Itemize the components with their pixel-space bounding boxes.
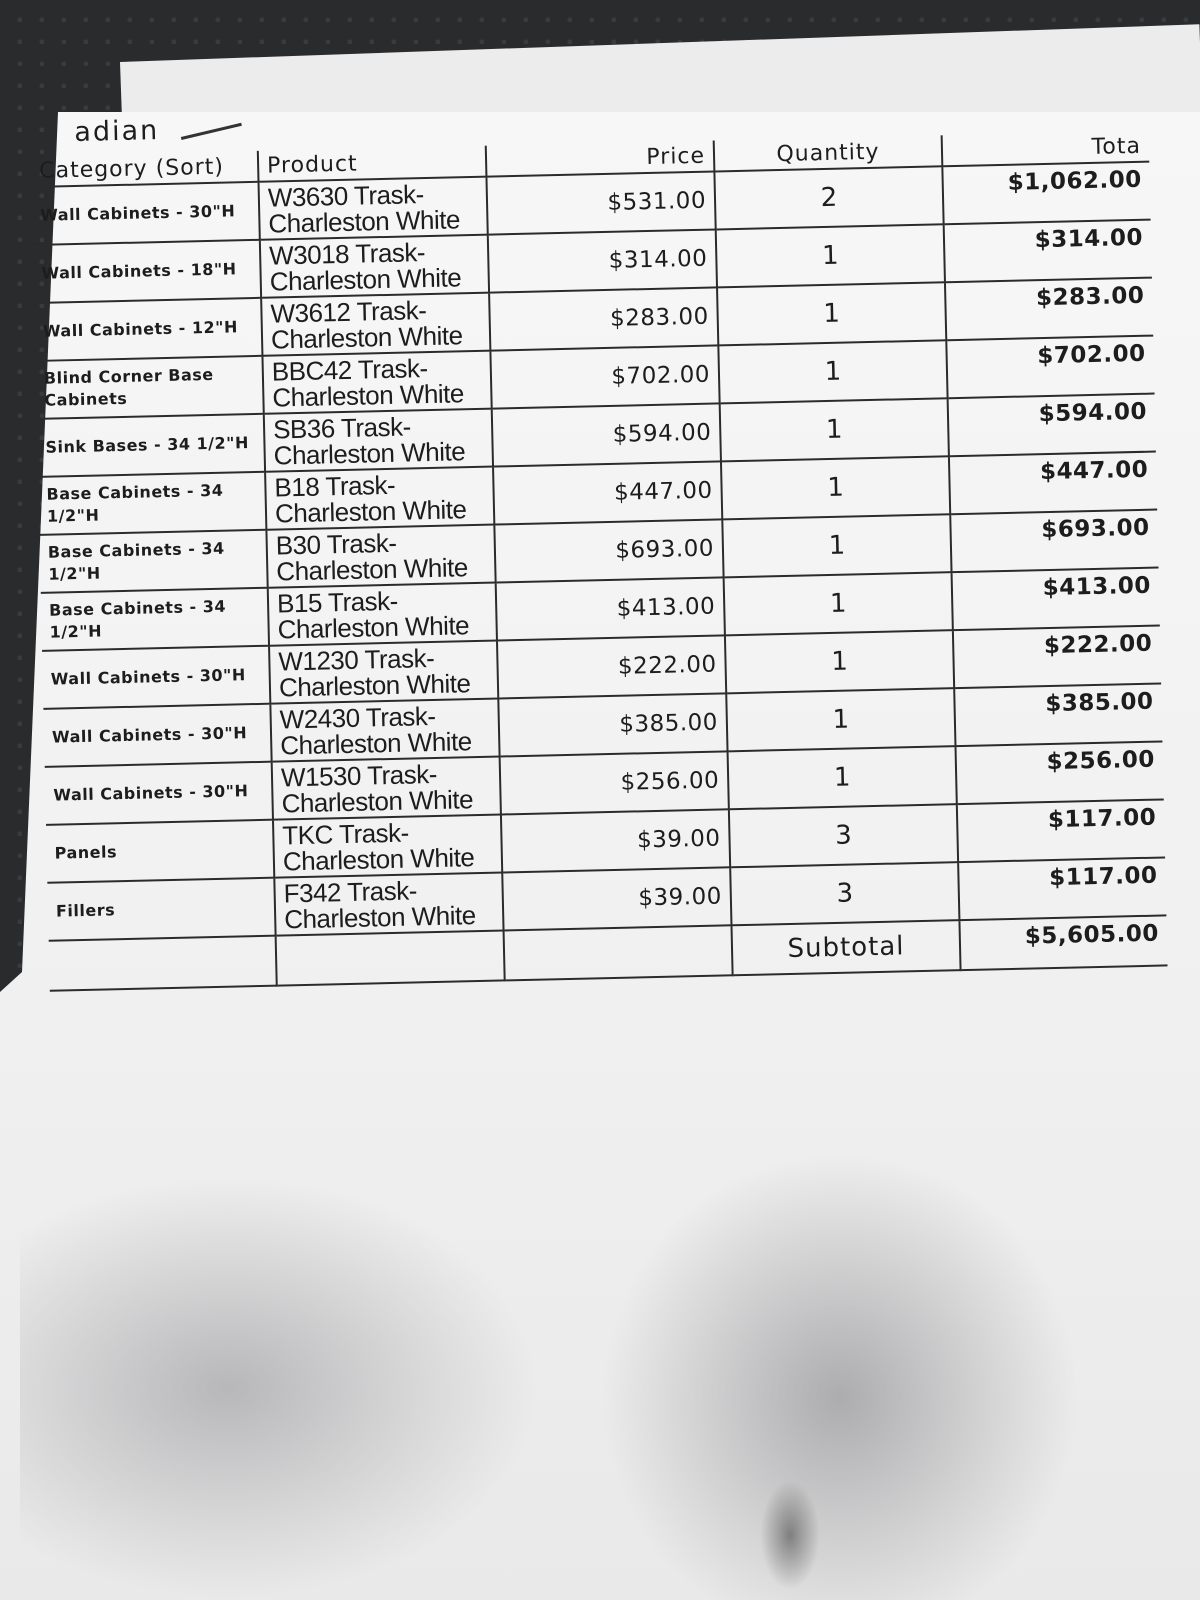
price-cell: $39.00	[501, 809, 730, 872]
total-cell: $256.00	[955, 741, 1163, 804]
product-finish: Charleston White	[282, 842, 475, 877]
quantity-cell: 1	[728, 746, 957, 809]
total-cell: $222.00	[953, 625, 1161, 688]
product-code: W3630 Trask-	[267, 179, 424, 213]
total-cell: $117.00	[957, 799, 1165, 862]
product-finish: Charleston White	[274, 494, 467, 529]
hand-shadow-left	[20, 1175, 540, 1600]
product-finish: Charleston White	[273, 436, 466, 471]
product-cell	[264, 409, 493, 472]
product-finish: Charleston White	[279, 726, 473, 761]
price-cell: $693.00	[494, 519, 723, 582]
empty-cell	[276, 930, 505, 985]
quantity-cell: 1	[722, 514, 951, 577]
price-cell: $447.00	[493, 461, 722, 524]
category-cell: Wall Cabinets - 30"H	[42, 646, 270, 709]
hand-shadow-right	[600, 1150, 1080, 1600]
total-cell: $385.00	[954, 683, 1162, 746]
product-code: B15 Trask-	[276, 585, 399, 619]
price-cell: $413.00	[496, 577, 725, 640]
product-code: B30 Trask-	[275, 527, 397, 561]
ink-smudge	[760, 1480, 820, 1590]
product-cell	[265, 467, 494, 530]
total-cell: $1,062.00	[942, 162, 1150, 225]
product-code: W3612 Trask-	[270, 295, 427, 329]
product-finish: Charleston White	[268, 204, 461, 239]
quantity-cell: 1	[721, 456, 950, 519]
price-table	[31, 131, 1168, 992]
header-product: Product	[258, 146, 487, 182]
product-cell	[259, 177, 488, 240]
total-cell: $447.00	[949, 452, 1157, 515]
price-cell: $385.00	[498, 693, 727, 756]
category-cell: Wall Cabinets - 18"H	[33, 240, 261, 303]
category-cell: Wall Cabinets - 30"H	[32, 182, 260, 245]
product-finish: Charleston White	[270, 320, 463, 355]
quantity-cell: 1	[724, 572, 953, 635]
subtotal-label: Subtotal	[731, 920, 960, 975]
total-cell: $693.00	[950, 510, 1158, 573]
product-code: SB36 Trask-	[272, 411, 411, 445]
quantity-cell: 1	[726, 688, 955, 751]
total-cell: $594.00	[948, 394, 1156, 457]
quantity-cell: 3	[729, 804, 958, 867]
price-cell: $594.00	[492, 403, 721, 466]
category-cell: Blind Corner Base Cabinets	[36, 356, 264, 419]
header-quantity: Quantity	[714, 135, 943, 171]
product-cell	[268, 583, 497, 646]
product-cell	[269, 641, 498, 704]
product-code: W1230 Trask-	[278, 642, 435, 677]
category-cell: Wall Cabinets - 30"H	[45, 762, 273, 825]
product-code: B18 Trask-	[274, 469, 396, 503]
product-cell	[272, 757, 501, 820]
product-cell	[261, 293, 490, 356]
quantity-cell: 1	[720, 398, 949, 461]
product-cell	[273, 814, 502, 877]
price-cell: $39.00	[502, 867, 731, 930]
total-cell: $702.00	[946, 336, 1154, 399]
quantity-cell: 2	[714, 166, 943, 229]
product-code: F342 Trask-	[283, 875, 418, 909]
product-code: BBC42 Trask-	[271, 353, 428, 387]
product-code: W1530 Trask-	[280, 758, 438, 793]
empty-cell	[504, 925, 733, 980]
product-finish: Charleston White	[281, 784, 474, 819]
product-code: W3018 Trask-	[268, 237, 426, 271]
product-finish: Charleston White	[269, 262, 462, 297]
header-category: Category (Sort)	[31, 151, 259, 187]
product-cell	[260, 235, 489, 298]
category-cell: Wall Cabinets - 12"H	[34, 298, 262, 361]
product-cell	[266, 525, 495, 588]
price-cell: $283.00	[489, 287, 718, 350]
product-code: TKC Trask-	[282, 817, 410, 851]
table-body	[32, 162, 1168, 991]
quantity-cell: 1	[717, 282, 946, 345]
category-cell: Wall Cabinets - 30"H	[43, 704, 271, 767]
category-cell: Base Cabinets - 34 1/2"H	[39, 530, 267, 593]
price-cell: $702.00	[490, 345, 719, 408]
price-cell: $256.00	[500, 751, 729, 814]
quantity-cell: 3	[730, 862, 959, 925]
price-cell: $222.00	[497, 635, 726, 698]
category-cell: Panels	[46, 820, 274, 883]
product-cell	[270, 699, 499, 762]
total-cell: $283.00	[945, 278, 1153, 341]
category-cell: Sink Bases - 34 1/2"H	[37, 414, 265, 477]
product-finish: Charleston White	[276, 552, 469, 587]
category-cell: Fillers	[47, 878, 275, 941]
product-finish: Charleston White	[278, 668, 471, 703]
brand-name: adian	[73, 115, 160, 148]
header-total: Tota	[942, 131, 1150, 167]
quantity-cell: 1	[716, 224, 945, 287]
price-cell: $314.00	[488, 229, 717, 292]
product-finish: Charleston White	[272, 378, 465, 413]
price-cell: $531.00	[486, 171, 715, 234]
quantity-cell: 1	[718, 340, 947, 403]
product-cell	[262, 351, 491, 414]
product-finish: Charleston White	[277, 610, 470, 645]
subtotal-value: $5,605.00	[959, 915, 1167, 970]
header-price: Price	[486, 140, 715, 176]
total-cell: $314.00	[944, 220, 1152, 283]
product-finish: Charleston White	[283, 900, 476, 935]
total-cell: $413.00	[952, 568, 1160, 631]
product-cell	[274, 872, 503, 935]
product-code: W2430 Trask-	[279, 700, 436, 735]
category-cell: Base Cabinets - 34 1/2"H	[41, 588, 269, 651]
category-cell: Base Cabinets - 34 1/2"H	[38, 472, 266, 535]
quantity-cell: 1	[725, 630, 954, 693]
total-cell: $117.00	[958, 857, 1166, 920]
empty-cell	[49, 936, 277, 991]
